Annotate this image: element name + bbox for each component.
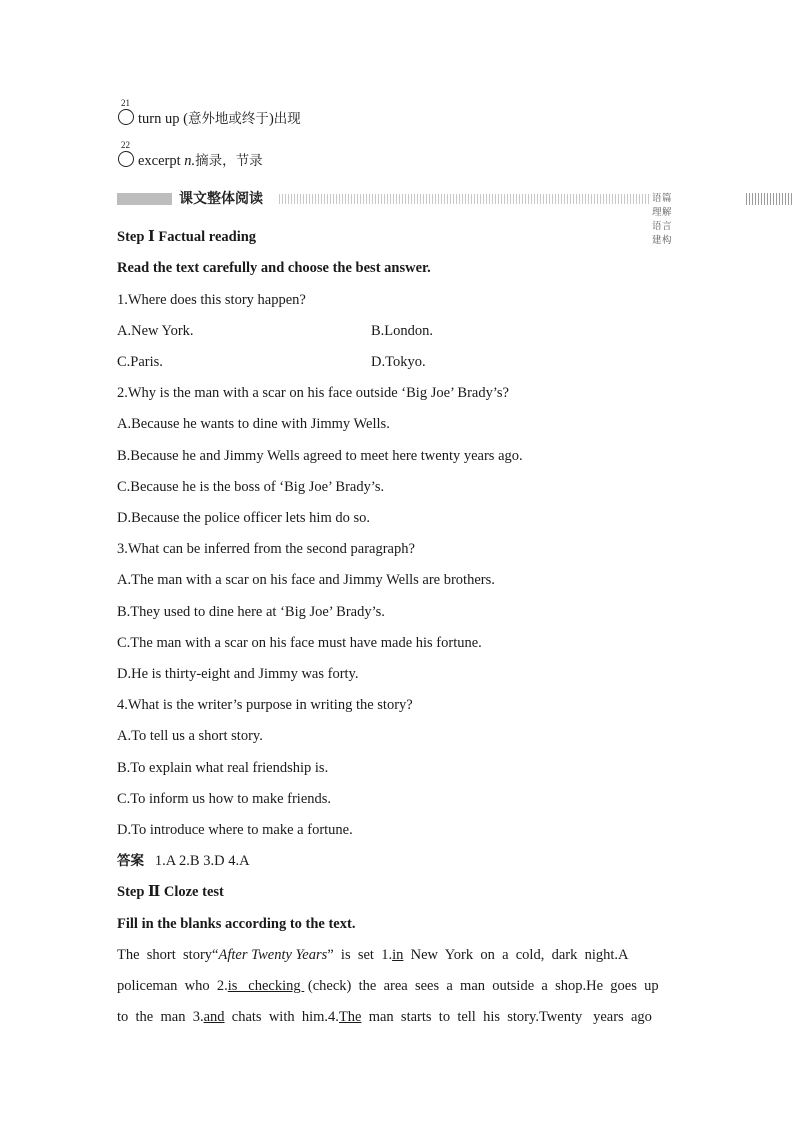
- q4-option-b: B.To explain what real friendship is.: [117, 760, 329, 776]
- circled-number: 22: [118, 151, 134, 167]
- cloze-text: ” is set 1.: [327, 947, 393, 963]
- step2-heading: Step Ⅱ Cloze test: [117, 884, 224, 900]
- q1-option-b: B.London.: [371, 323, 434, 339]
- vocab-item-22: [118, 140, 263, 170]
- cloze-text: chats with him.4.: [224, 1009, 339, 1025]
- vocab-cn: 意外地或终于: [187, 111, 269, 127]
- q3-option-a: A.The man with a scar on his face and Jimmy Wells are brothers.: [117, 572, 495, 588]
- cloze-answer-1: in: [392, 947, 404, 963]
- vocab-close: ): [268, 111, 274, 127]
- cloze-line-2: [117, 977, 659, 995]
- q4-option-d: D.To introduce where to make a fortune.: [117, 822, 353, 838]
- vocab-pos: n.: [184, 153, 196, 169]
- q4-option-c: C.To inform us how to make friends.: [117, 791, 332, 807]
- question-3: 3.What can be inferred from the second paragraph?: [117, 541, 415, 557]
- cloze-text: to the man 3.: [117, 1009, 204, 1025]
- vocab-cn: 摘录，节录: [195, 153, 263, 169]
- vocab-item-21: [118, 98, 301, 128]
- cloze-text: policeman who 2.: [117, 978, 228, 994]
- banner-stripes: [279, 194, 649, 204]
- q2-option-b: B.Because he and Jimmy Wells agreed to meet here twenty years ago.: [117, 448, 523, 464]
- q2-option-c: C.Because he is the boss of ‘Big Joe’ Brady’s.: [117, 479, 385, 495]
- banner-tag: 语篇理解 语言建构: [652, 193, 673, 246]
- q2-option-d: D.Because the police officer lets him do so.: [117, 510, 371, 526]
- cloze-line-1: [117, 946, 629, 964]
- question-1: 1.Where does this story happen?: [117, 292, 306, 308]
- q1-options-row1: [117, 322, 434, 340]
- cloze-text: New York on a cold, dark night.A: [403, 947, 629, 963]
- q3-option-b: B.They used to dine here at ‘Big Joe’ Brady’s.: [117, 604, 385, 620]
- banner-grey-block: [117, 193, 172, 205]
- q4-option-a: A.To tell us a short story.: [117, 728, 263, 744]
- question-4: 4.What is the writer’s purpose in writing the story?: [117, 697, 413, 713]
- banner-stripes-right: [746, 193, 794, 205]
- cloze-text: The short story“: [117, 947, 219, 963]
- vocab-term: excerpt: [138, 153, 185, 169]
- q3-option-d: D.He is thirty-eight and Jimmy was forty.: [117, 666, 359, 682]
- vocab-cn2: 出现: [273, 111, 301, 127]
- answer-row: [117, 852, 250, 870]
- cloze-answer-4: The: [338, 1009, 362, 1025]
- question-2: 2.Why is the man with a scar on his face outside ‘Big Joe’ Brady’s?: [117, 385, 509, 401]
- step2-instruction: Fill in the blanks according to the text.: [117, 916, 356, 932]
- q2-option-a: A.Because he wants to dine with Jimmy Wells.: [117, 416, 390, 432]
- step1-heading: Step Ⅰ Factual reading: [117, 229, 257, 245]
- cloze-text: man starts to tell his story.Twenty years ago: [361, 1009, 652, 1025]
- cloze-answer-2: is checking: [227, 978, 305, 994]
- q1-options-row2: [117, 353, 426, 371]
- cloze-line-3: [117, 1008, 652, 1026]
- vocab-term: turn up (: [138, 111, 188, 127]
- cloze-answer-3: and: [203, 1009, 225, 1025]
- story-title: After Twenty Years: [218, 947, 328, 963]
- q1-option-c: C.Paris.: [117, 354, 163, 370]
- cloze-text: (check) the area sees a man outside a shop.He goes up: [304, 978, 659, 994]
- answer-values: 1.A 2.B 3.D 4.A: [154, 853, 250, 869]
- banner-title: 课文整体阅读: [179, 191, 263, 207]
- q3-option-c: C.The man with a scar on his face must have made his fortune.: [117, 635, 482, 651]
- answer-label: 答案: [117, 853, 144, 869]
- q1-option-d: D.Tokyo.: [371, 354, 426, 370]
- step1-instruction: Read the text carefully and choose the best answer.: [117, 260, 431, 276]
- q1-option-a: A.New York.: [117, 323, 194, 339]
- circled-number: 21: [118, 109, 134, 125]
